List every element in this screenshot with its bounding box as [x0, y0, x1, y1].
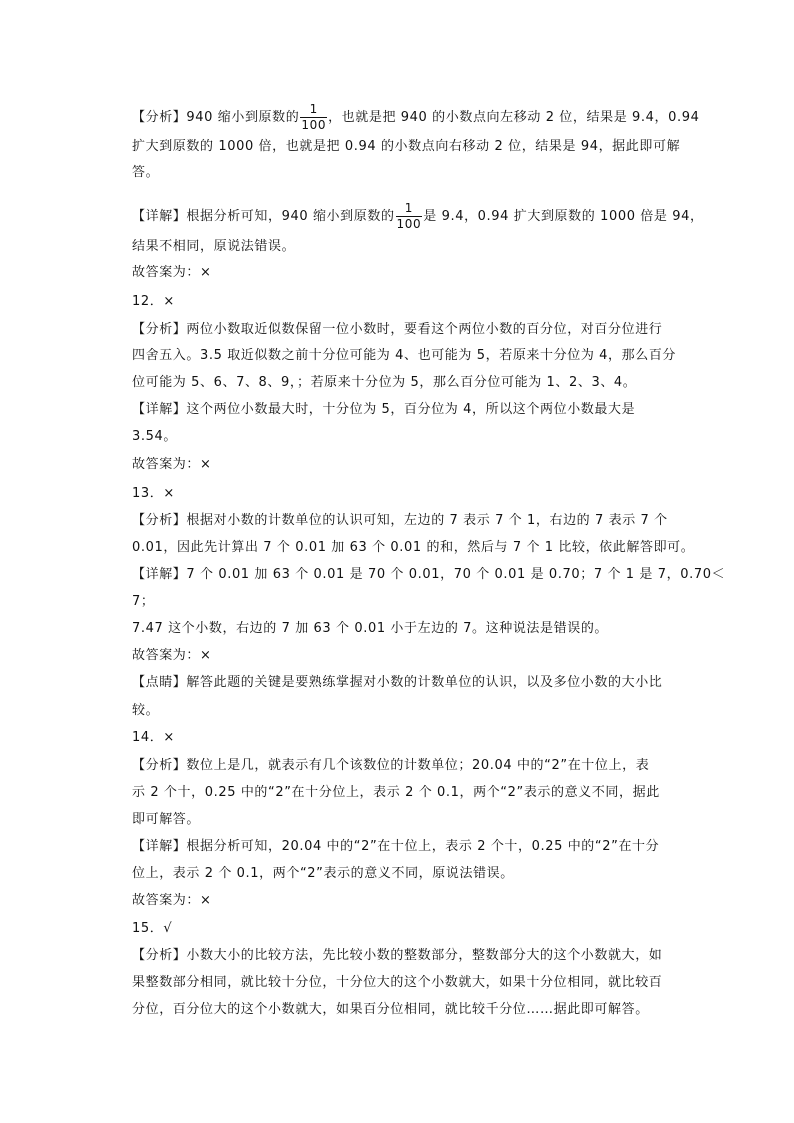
q11-detail-text-b: 是 9.4，0.94 扩大到原数的 1000 倍是 94， [423, 209, 704, 224]
q11-detail-line-1 [132, 201, 704, 232]
q14-analysis-line-1: 【分析】数位上是几，就表示有几个该数位的计数单位；20.04 中的“2”在十位上，表 [132, 758, 650, 773]
q15-analysis-line-1: 【分析】小数大小的比较方法，先比较小数的整数部分，整数部分大的这个小数就大，如 [132, 948, 663, 963]
q11-analysis-line-2: 扩大到原数的 1000 倍，也就是把 0.94 的小数点向右移动 2 位，结果是 94，据此即可解 [132, 139, 681, 154]
fraction-denominator: 100 [396, 217, 422, 231]
fraction-1-100 [300, 102, 327, 133]
fraction-denominator: 100 [301, 118, 327, 132]
q12-detail-line-2: 3.54。 [132, 429, 177, 444]
q13-analysis-line-2: 0.01，因此先计算出 7 个 0.01 加 63 个 0.01 的和，然后与 7 个 1 比较，依此解答即可。 [132, 540, 695, 555]
q13-detail-line-2: 7； [132, 594, 155, 609]
q11-detail-text-a: 【详解】根据分析可知，940 缩小到原数的 [132, 209, 395, 224]
fraction-numerator: 1 [309, 102, 318, 116]
q11-analysis-text-b: ，也就是把 940 的小数点向左移动 2 位，结果是 9.4，0.94 [328, 110, 700, 125]
q13-detail-line-1: 【详解】7 个 0.01 加 63 个 0.01 是 70 个 0.01，70 个 0.01 是 0.70；7 个 1 是 7，0.70＜ [132, 567, 726, 582]
q11-analysis-line-1 [132, 102, 699, 133]
q12-analysis-line-2: 四舍五入。3.5 取近似数之前十分位可能为 4、也可能为 5，若原来十分位为 4，那么百分 [132, 348, 677, 363]
q13-comment-line-2: 较。 [132, 703, 160, 718]
q14-detail-line-2: 位上，表示 2 个 0.1，两个“2”表示的意义不同，原说法错误。 [132, 866, 514, 881]
q13-number: 13．× [132, 486, 175, 501]
q15-analysis-line-3: 分位，百分位大的这个小数就大，如果百分位相同，就比较千分位……据此即可解答。 [132, 1002, 649, 1017]
q11-detail-line-2: 结果不相同，原说法错误。 [132, 239, 296, 254]
q13-comment-line-1: 【点睛】解答此题的关键是要熟练掌握对小数的计数单位的认识，以及多位小数的大小比 [132, 675, 663, 690]
q13-analysis-line-1: 【分析】根据对小数的计数单位的认识可知，左边的 7 表示 7 个 1，右边的 7 表示 7 个 [132, 513, 668, 528]
q15-analysis-line-2: 果整数部分相同，就比较十分位，十分位大的这个小数就大，如果十分位相同，就比较百 [132, 975, 663, 990]
q13-answer: 故答案为：× [132, 648, 212, 663]
q14-number: 14．× [132, 730, 175, 745]
q14-detail-line-1: 【详解】根据分析可知，20.04 中的“2”在十位上，表示 2 个十，0.25 中的“2”在十分 [132, 839, 660, 854]
q13-detail-line-3: 7.47 这个小数，右边的 7 加 63 个 0.01 小于左边的 7。这种说法是错误的。 [132, 621, 609, 636]
q14-analysis-line-3: 即可解答。 [132, 812, 201, 827]
q12-analysis-line-1: 【分析】两位小数取近似数保留一位小数时，要看这个两位小数的百分位，对百分位进行 [132, 322, 663, 337]
q11-answer: 故答案为：× [132, 265, 212, 280]
q12-answer: 故答案为：× [132, 457, 212, 472]
q12-number: 12．× [132, 294, 175, 309]
fraction-1-100 [396, 201, 423, 232]
q12-detail-line-1: 【详解】这个两位小数最大时，十分位为 5，百分位为 4，所以这个两位小数最大是 [132, 402, 636, 417]
q14-answer: 故答案为：× [132, 893, 212, 908]
q15-number: 15．√ [132, 921, 173, 936]
q11-analysis-text-a: 【分析】940 缩小到原数的 [132, 110, 300, 125]
fraction-numerator: 1 [404, 201, 414, 215]
q14-analysis-line-2: 示 2 个十，0.25 中的“2”在十分位上，表示 2 个 0.1，两个“2”表示的意义不同，据此 [132, 785, 660, 800]
q11-analysis-line-3: 答。 [132, 165, 160, 180]
q12-analysis-line-3: 位可能为 5、6、7、8、9，；若原来十分位为 5，那么百分位可能为 1、2、3、4。 [132, 375, 637, 390]
